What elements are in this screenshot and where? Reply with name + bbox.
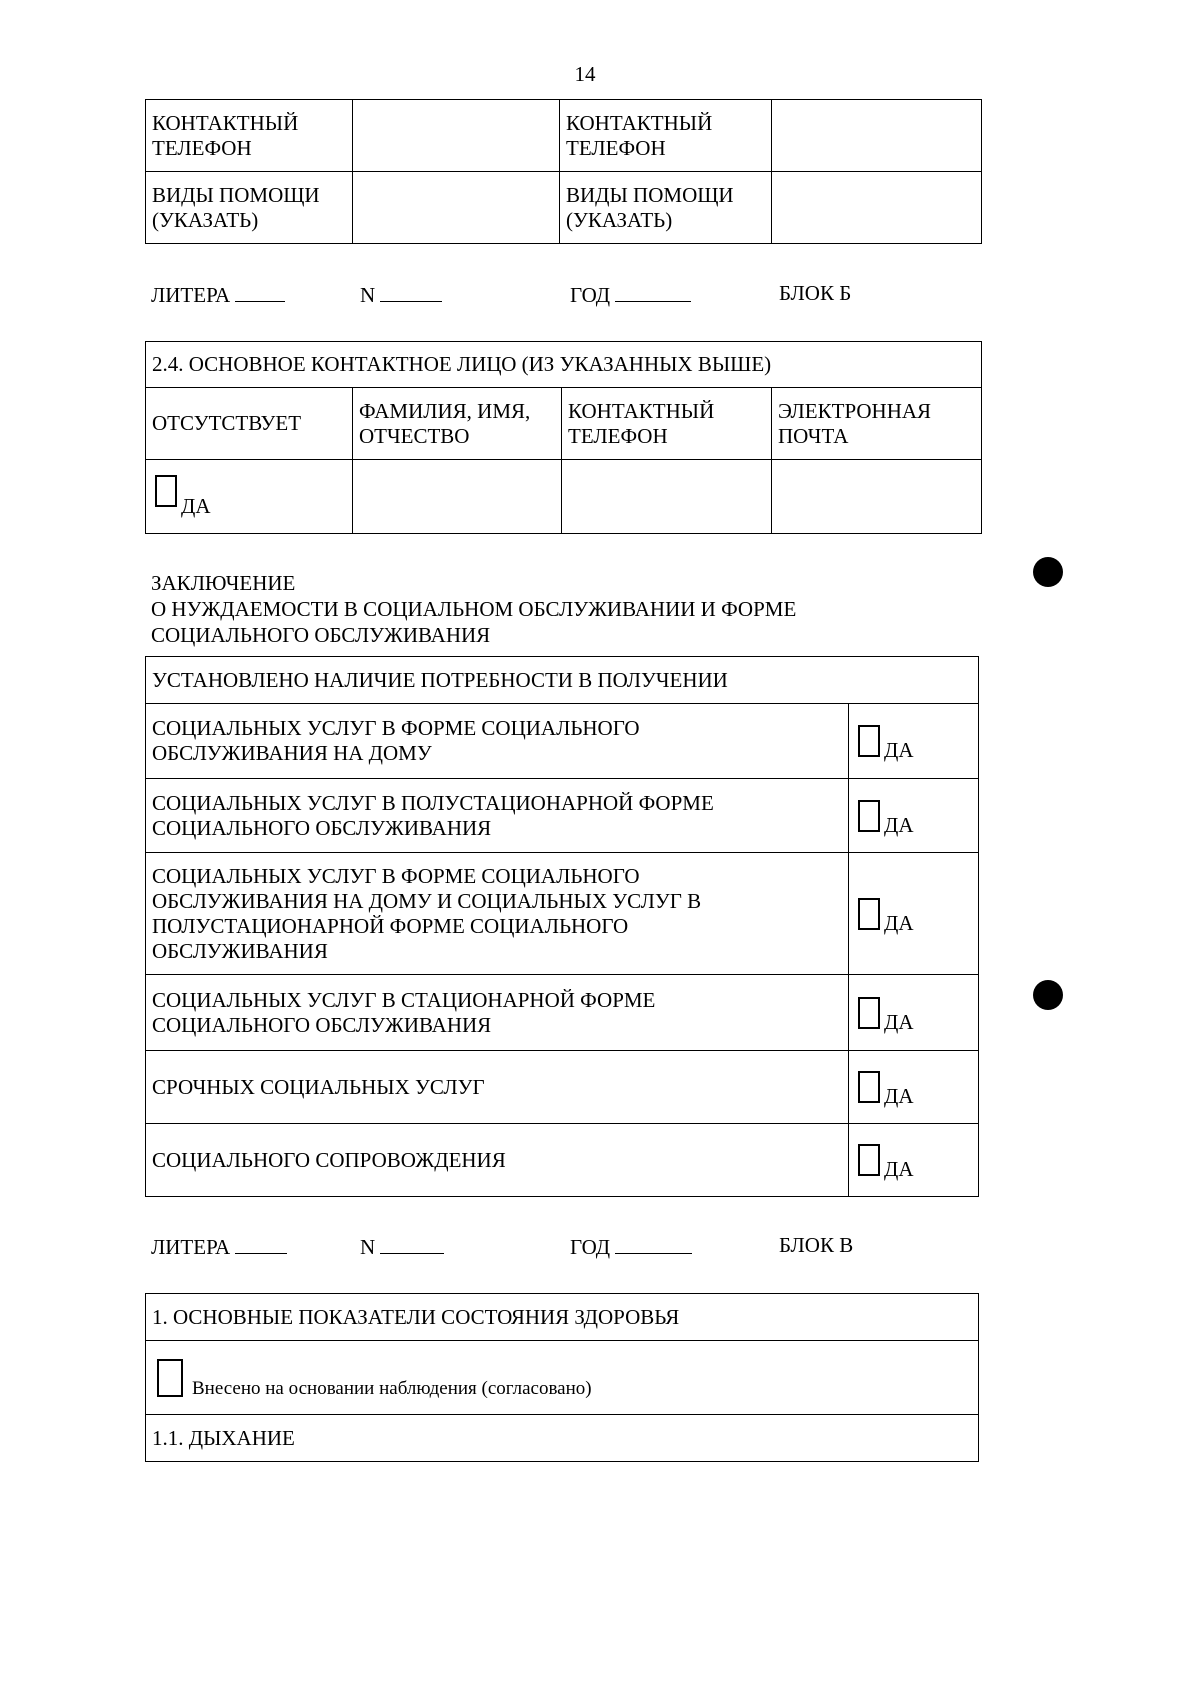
need-row-label: СОЦИАЛЬНЫХ УСЛУГ В СТАЦИОНАРНОЙ ФОРМЕ СОЦИАЛЬНОГО ОБСЛУЖИВАНИЯ bbox=[146, 975, 849, 1051]
conclusion-table-title: УСТАНОВЛЕНО НАЛИЧИЕ ПОТРЕБНОСТИ В ПОЛУЧЕНИИ bbox=[146, 657, 979, 704]
phone-field[interactable] bbox=[562, 460, 772, 534]
help-types-label: ВИДЫ ПОМОЩИ (УКАЗАТЬ) bbox=[560, 172, 772, 244]
absent-cell bbox=[146, 460, 353, 534]
health-section-title: 1. ОСНОВНЫЕ ПОКАЗАТЕЛИ СОСТОЯНИЯ ЗДОРОВЬЯ bbox=[146, 1294, 979, 1341]
year-field[interactable] bbox=[615, 281, 691, 302]
email-header: ЭЛЕКТРОННАЯ ПОЧТА bbox=[772, 388, 982, 460]
help-types-field[interactable] bbox=[353, 172, 560, 244]
year-label: ГОД bbox=[570, 1235, 611, 1259]
observation-note: Внесено на основании наблюдения (согласовано) bbox=[192, 1377, 592, 1399]
number-group bbox=[360, 281, 442, 308]
punch-hole bbox=[1033, 557, 1063, 587]
block-b-header bbox=[151, 281, 285, 308]
help-types-field[interactable] bbox=[772, 172, 982, 244]
yes-label: ДА bbox=[884, 910, 914, 935]
breathing-heading: 1.1. ДЫХАНИЕ bbox=[146, 1415, 979, 1462]
need-row-label: СОЦИАЛЬНЫХ УСЛУГ В ФОРМЕ СОЦИАЛЬНОГО ОБСЛУЖИВАНИЯ НА ДОМУ И СОЦИАЛЬНЫХ УСЛУГ В ПОЛУСТАЦИОНАРНОЙ ФОРМЕ СОЦИАЛЬНОГО ОБСЛУЖИВАНИЯ bbox=[146, 853, 849, 975]
need-row-check-cell bbox=[849, 1051, 979, 1124]
number-label: N bbox=[360, 1235, 376, 1259]
need-checkbox[interactable] bbox=[858, 898, 880, 930]
absent-checkbox[interactable] bbox=[155, 475, 177, 507]
need-row-label: СРОЧНЫХ СОЦИАЛЬНЫХ УСЛУГ bbox=[146, 1051, 849, 1124]
need-row-label: СОЦИАЛЬНОГО СОПРОВОЖДЕНИЯ bbox=[146, 1124, 849, 1197]
need-row-check-cell bbox=[849, 779, 979, 853]
need-checkbox[interactable] bbox=[858, 1144, 880, 1176]
need-checkbox[interactable] bbox=[858, 1071, 880, 1103]
block-v-header bbox=[151, 1233, 287, 1260]
litera-label: ЛИТЕРА bbox=[151, 1235, 231, 1259]
yes-label: ДА bbox=[884, 1084, 914, 1108]
yes-label: ДА bbox=[884, 1009, 914, 1034]
absent-header: ОТСУТСТВУЕТ bbox=[146, 388, 353, 460]
year-group bbox=[570, 281, 691, 308]
health-table bbox=[145, 1293, 979, 1462]
year-label: ГОД bbox=[570, 283, 611, 307]
conclusion-table bbox=[145, 656, 979, 1197]
litera-field[interactable] bbox=[235, 281, 285, 302]
yes-label: ДА bbox=[884, 1157, 914, 1181]
need-checkbox[interactable] bbox=[858, 997, 880, 1029]
number-field[interactable] bbox=[380, 281, 442, 302]
need-checkbox[interactable] bbox=[858, 725, 880, 757]
number-label: N bbox=[360, 283, 376, 307]
page-number: 14 bbox=[574, 62, 596, 86]
main-contact-table bbox=[145, 341, 982, 534]
email-field[interactable] bbox=[772, 460, 982, 534]
contact-phone-field[interactable] bbox=[772, 100, 982, 172]
need-row-check-cell bbox=[849, 1124, 979, 1197]
year-field[interactable] bbox=[615, 1233, 692, 1254]
yes-label: ДА bbox=[884, 812, 914, 837]
contact-phone-label: КОНТАКТНЫЙ ТЕЛЕФОН bbox=[146, 100, 353, 172]
full-name-field[interactable] bbox=[353, 460, 562, 534]
need-row-check-cell bbox=[849, 975, 979, 1051]
section-title: 2.4. ОСНОВНОЕ КОНТАКТНОЕ ЛИЦО (ИЗ УКАЗАННЫХ ВЫШЕ) bbox=[146, 342, 982, 388]
punch-hole bbox=[1033, 980, 1063, 1010]
conclusion-heading: ЗАКЛЮЧЕНИЕ О НУЖДАЕМОСТИ В СОЦИАЛЬНОМ ОБСЛУЖИВАНИИ И ФОРМЕ СОЦИАЛЬНОГО ОБСЛУЖИВАНИЯ bbox=[151, 571, 797, 647]
litera-field[interactable] bbox=[235, 1233, 287, 1254]
block-label: БЛОК Б bbox=[779, 281, 852, 305]
need-row-check-cell bbox=[849, 704, 979, 779]
year-group bbox=[570, 1233, 692, 1260]
help-types-label: ВИДЫ ПОМОЩИ (УКАЗАТЬ) bbox=[146, 172, 353, 244]
need-checkbox[interactable] bbox=[858, 800, 880, 832]
number-field[interactable] bbox=[380, 1233, 444, 1254]
observation-checkbox[interactable] bbox=[157, 1359, 183, 1397]
yes-label: ДА bbox=[884, 738, 914, 762]
need-row-label: СОЦИАЛЬНЫХ УСЛУГ В ФОРМЕ СОЦИАЛЬНОГО ОБСЛУЖИВАНИЯ НА ДОМУ bbox=[146, 704, 849, 779]
need-row-label: СОЦИАЛЬНЫХ УСЛУГ В ПОЛУСТАЦИОНАРНОЙ ФОРМЕ СОЦИАЛЬНОГО ОБСЛУЖИВАНИЯ bbox=[146, 779, 849, 853]
need-row-check-cell bbox=[849, 853, 979, 975]
contacts-table bbox=[145, 99, 982, 244]
block-label: БЛОК В bbox=[779, 1233, 854, 1257]
yes-label: ДА bbox=[181, 493, 211, 518]
full-name-header: ФАМИЛИЯ, ИМЯ, ОТЧЕСТВО bbox=[353, 388, 562, 460]
litera-label: ЛИТЕРА bbox=[151, 283, 231, 307]
observation-row bbox=[146, 1341, 979, 1415]
contact-phone-label: КОНТАКТНЫЙ ТЕЛЕФОН bbox=[560, 100, 772, 172]
number-group bbox=[360, 1233, 444, 1260]
contact-phone-field[interactable] bbox=[353, 100, 560, 172]
phone-header: КОНТАКТНЫЙ ТЕЛЕФОН bbox=[562, 388, 772, 460]
